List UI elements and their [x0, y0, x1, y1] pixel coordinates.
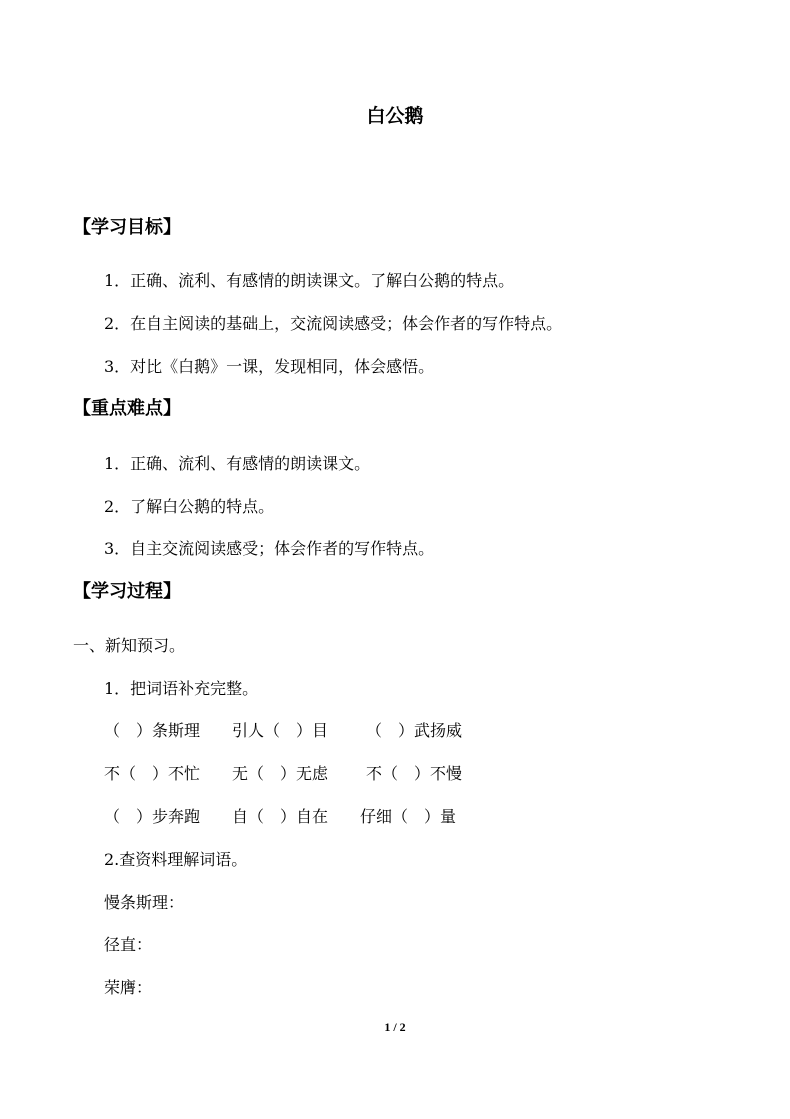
word-blank: 不（ ）不忙: [104, 764, 201, 783]
heading-objectives: 【学习目标】: [73, 217, 181, 238]
page-number: 1 / 2: [384, 1020, 406, 1034]
task-complete-words: 1．把词语补充完整。: [104, 679, 259, 698]
objective-item-2: 2．在自主阅读的基础上，交流阅读感受；体会作者的写作特点。: [104, 314, 563, 333]
word-blank: （ ）武扬威: [366, 721, 463, 740]
heading-process: 【学习过程】: [73, 581, 181, 602]
key-point-item-2: 2．了解白公鹅的特点。: [104, 497, 275, 516]
word-blank: 无（ ）无虑: [232, 764, 329, 783]
objective-item-3: 3．对比《白鹅》一课，发现相同，体会感悟。: [104, 357, 435, 376]
term-definition: 径直：: [104, 935, 153, 954]
task-look-up-words: 2.查资料理解词语。: [104, 850, 248, 869]
heading-key-points: 【重点难点】: [73, 398, 181, 419]
key-point-item-1: 1．正确、流利、有感情的朗读课文。: [104, 454, 371, 473]
objective-item-1: 1．正确、流利、有感情的朗读课文。了解白公鹅的特点。: [104, 271, 515, 290]
word-blank: 不（ ）不慢: [366, 764, 463, 783]
part-preview-heading: 一、新知预习。: [73, 636, 186, 655]
term-definition: 荣膺：: [104, 978, 153, 997]
key-point-item-3: 3．自主交流阅读感受；体会作者的写作特点。: [104, 539, 435, 558]
word-blank: 仔细（ ）量: [360, 807, 457, 826]
document-title: 白公鹅: [366, 105, 424, 127]
word-blank: 引人（ ）目: [232, 721, 329, 740]
word-blank: （ ）条斯理: [104, 721, 201, 740]
word-blank: 自（ ）自在: [232, 807, 329, 826]
term-definition: 慢条斯理：: [104, 893, 185, 912]
word-blank: （ ）步奔跑: [104, 807, 201, 826]
